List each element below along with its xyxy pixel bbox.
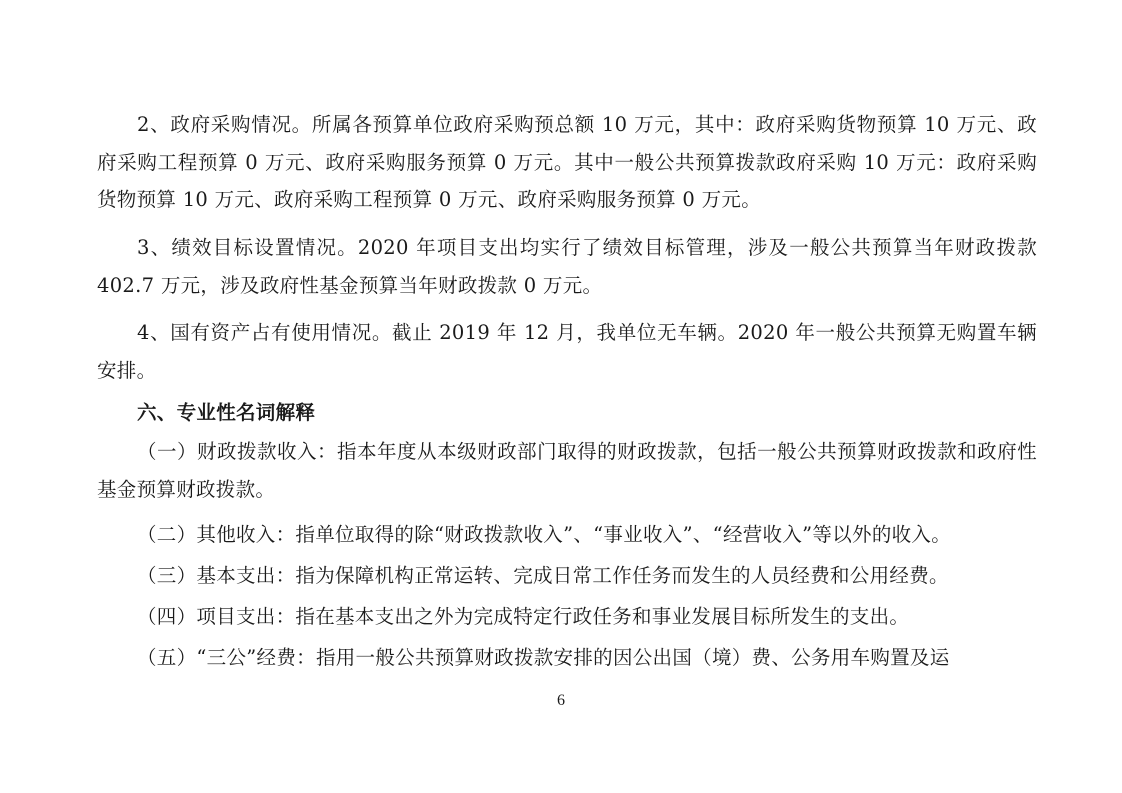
definition-other-income: （二）其他收入：指单位取得的除“财政拨款收入”、“事业收入”、“经营收入”等以外的收入。	[137, 523, 952, 546]
paragraph-government-procurement: 2、政府采购情况。所属各预算单位政府采购预总额 10 万元，其中：政府采购货物预算 10 万元、政府采购工程预算 0 万元、政府采购服务预算 0 万元。其中一般公共预算拨款政府采购 10 万元：政府采购货物预算 10 万元、政府采购工程预算 0 万元、政府采购服务预算 0 万元。	[97, 113, 1037, 211]
definition-three-public-expenses: （五）“三公”经费：指用一般公共预算财政拨款安排的因公出国（境）费、公务用车购置及运	[137, 646, 950, 669]
page-number: 6	[557, 692, 565, 709]
definition-fiscal-appropriation-income: （一）财政拨款收入：指本年度从本级财政部门取得的财政拨款，包括一般公共预算财政拨款和政府性基金预算财政拨款。	[97, 440, 1037, 501]
section-heading: 六、专业性名词解释	[137, 401, 316, 424]
paragraph-performance-targets: 3、绩效目标设置情况。2020 年项目支出均实行了绩效目标管理，涉及一般公共预算当年财政拨款 402.7 万元，涉及政府性基金预算当年财政拨款 0 万元。	[97, 236, 1037, 297]
definition-basic-expenditure: （三）基本支出：指为保障机构正常运转、完成日常工作任务而发生的人员经费和公用经费。	[137, 564, 949, 587]
paragraph-state-assets: 4、国有资产占有使用情况。截止 2019 年 12 月，我单位无车辆。2020 年一般公共预算无购置车辆安排。	[97, 321, 1037, 382]
definition-project-expenditure: （四）项目支出：指在基本支出之外为完成特定行政任务和事业发展目标所发生的支出。	[137, 605, 910, 628]
